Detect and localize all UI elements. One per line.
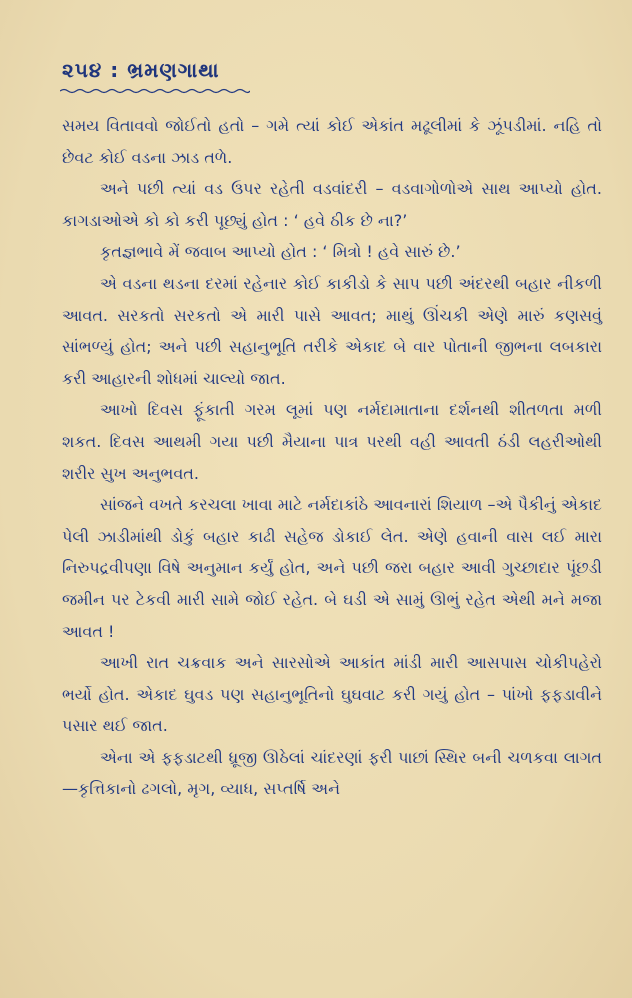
paragraph: એના એ ફફડાટથી ધ્રૂજી ઊઠેલાં ચાંદરણાં ફરી પાછાં સ્થિર બની ચળકવા લાગત—કૃત્તિકાનો ઢગલો, મૃગ, વ્યાધ, સપ્તર્ષિ અને <box>62 747 602 799</box>
paragraph: સમય વિતાવવો જોઈતો હતો – ગમે ત્યાં કોઈ એકાંત મઢૂલીમાં કે ઝૂંપડીમાં. નહિ તો છેવટ કોઈ વડના ઝાડ તળે. <box>62 116 602 167</box>
page-header <box>62 58 220 82</box>
header-separator: : <box>110 58 120 82</box>
wavy-underline <box>60 88 250 94</box>
paragraph: સાંજને વખતે કરચલા ખાવા માટે નર્મદાકાંઠે આવનારાં શિયાળ –એ પૈકીનું એકાદ પેલી ઝાડીમાંથી ડોકું બહાર કાઢી સહેજ ડોકાઈ લેત. એણે હવાની વાસ લઈ મારા નિરુપદ્રવીપણા વિષે અનુમાન કર્યું હોત, અને પછી જરા બહાર આવી ગુચ્છાદાર પૂંછડી જમીન પર ટેકવી મારી સામે જોઈ રહેત. બે ઘડી એ સામું ઊભું રહેત એથી મને મજા આવત ! <box>62 495 602 641</box>
paragraph: આખી રાત ચક્રવાક અને સારસોએ આકાંત માંડી મારી આસપાસ ચોકીપહેરો ભર્યો હોત. એકાદ ઘુવડ પણ સહાનુભૂતિનો ઘુઘવાટ કરી ગયું હોત – પાંખો ફફડાવીને પસાર થઈ જાત. <box>62 653 602 736</box>
paragraph: આખો દિવસ ફૂંકાતી ગરમ લૂમાં પણ નર્મદામાતાના દર્શનથી શીતળતા મળી શકત. દિવસ આથમી ગયા પછી મૈયાના પાત્ર પરથી વહી આવતી ઠંડી લહરીઓથી શરીર સુખ અનુભવત. <box>62 400 602 483</box>
page-number: ૨૫૪ <box>62 58 103 82</box>
paragraph: અને પછી ત્યાં વડ ઉપર રહેતી વડવાંદરી – વડવાગોળોએ સાથ આપ્યો હોત. કાગડાઓએ કો કો કરી પૂછ્યું હોત : ‘ હવે ઠીક છે ના?’ <box>62 179 602 230</box>
body-text <box>62 110 602 805</box>
paragraph: એ વડના થડના દરમાં રહેનાર કોઈ કાકીડો કે સાપ પછી અંદરથી બહાર નીકળી આવત. સરકતો સરકતો એ મારી પાસે આવત; માથું ઊંચકી એણે મારું કણસવું સાંભળ્યું હોત; અને પછી સહાનુભૂતિ તરીકે એકાદ બે વાર પોતાની જીભના લબકારા કરી આહારની શોધમાં ચાલ્યો જાત. <box>62 273 602 388</box>
paragraph: કૃતજ્ઞભાવે મેં જવાબ આપ્યો હોત : ‘ મિત્રો ! હવે સારું છે.’ <box>100 242 461 262</box>
book-title: ભ્રમણગાથા <box>127 58 220 82</box>
